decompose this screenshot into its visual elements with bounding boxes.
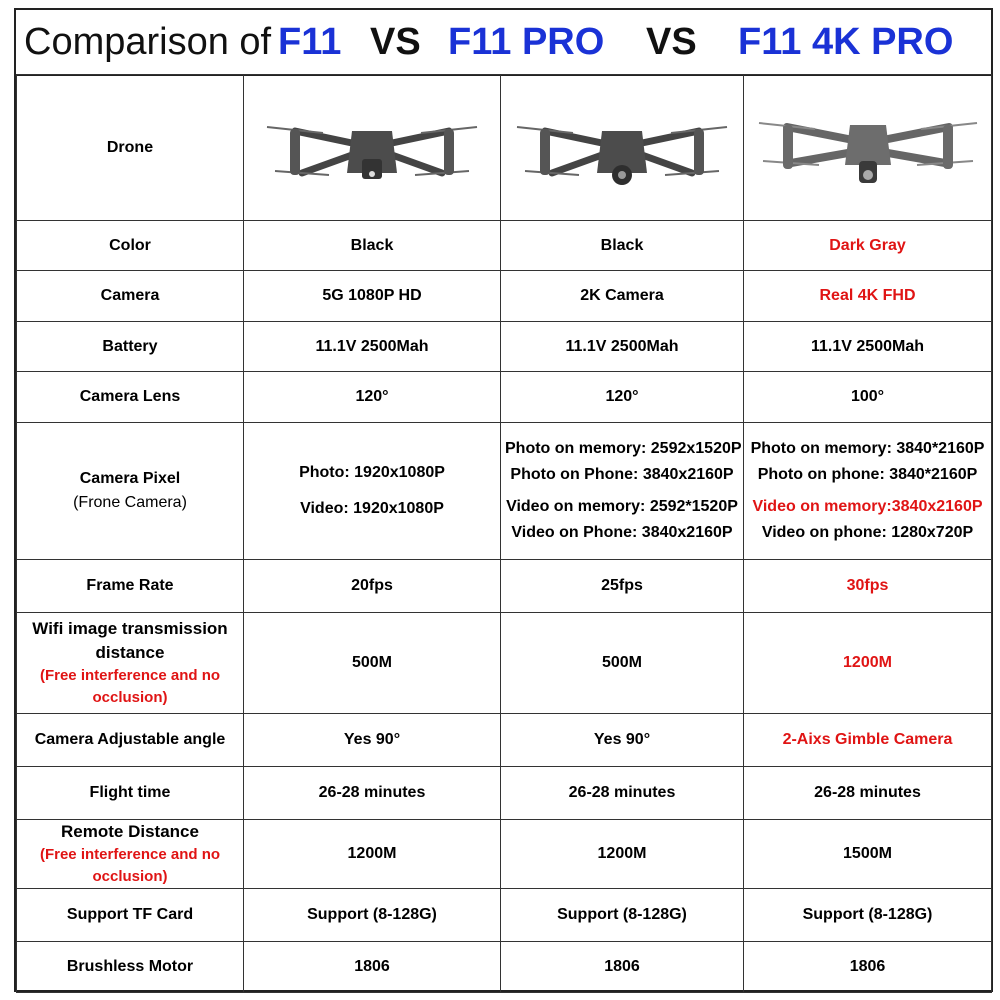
pixel-f11-pro-photo-memory: Photo on memory: 2592x1520P [505, 440, 742, 457]
row-drone [17, 75, 992, 221]
label-remote-note2: occlusion) [92, 868, 168, 885]
label-remote-line1: Remote Distance [61, 822, 199, 841]
label-tf-card: Support TF Card [17, 889, 244, 942]
label-pixel-line1: Camera Pixel [79, 470, 181, 487]
pixel-f11-photo: Photo: 1920x1080P [299, 464, 445, 481]
label-camera: Camera [17, 271, 244, 322]
cell-battery-f11-pro: 11.1V 2500Mah [501, 322, 744, 372]
pixel-f11-4k-pro-photo-phone: Photo on phone: 3840*2160P [757, 466, 978, 483]
title-model-f11-pro: F11 PRO [448, 21, 605, 63]
label-color: Color [17, 221, 244, 271]
row-camera [17, 271, 992, 322]
title-prefix: Comparison of [24, 21, 272, 63]
cell-color-f11: Black [244, 221, 501, 271]
cell-angle-f11-pro: Yes 90° [501, 714, 744, 767]
pixel-f11-4k-pro-photo-memory: Photo on memory: 3840*2160P [750, 440, 985, 457]
cell-wifi-f11-4k-pro: 1200M [744, 613, 992, 714]
label-remote [17, 820, 244, 889]
cell-motor-f11-4k-pro: 1806 [744, 942, 992, 993]
cell-lens-f11-pro: 120° [501, 372, 744, 423]
cell-wifi-f11: 500M [244, 613, 501, 714]
label-wifi-line1: Wifi image transmission [32, 619, 228, 638]
row-angle [17, 714, 992, 767]
drone-image-f11 [244, 75, 501, 221]
cell-lens-f11: 120° [244, 372, 501, 423]
cell-camera-f11: 5G 1080P HD [244, 271, 501, 322]
label-frame-rate: Frame Rate [17, 560, 244, 613]
row-color [17, 221, 992, 271]
drone-f11-icon [257, 103, 487, 193]
cell-frame-f11-4k-pro: 30fps [744, 560, 992, 613]
label-wifi-note2: occlusion) [92, 689, 168, 706]
row-flight-time [17, 767, 992, 820]
title-model-f11-4k-pro: F11 4K PRO [738, 21, 954, 63]
cell-frame-f11: 20fps [244, 560, 501, 613]
cell-tf-f11: Support (8-128G) [244, 889, 501, 942]
cell-motor-f11: 1806 [244, 942, 501, 993]
cell-angle-f11-4k-pro: 2-Aixs Gimble Camera [744, 714, 992, 767]
row-tf-card [17, 889, 992, 942]
cell-flight-f11: 26-28 minutes [244, 767, 501, 820]
pixel-f11-pro-photo-phone: Photo on Phone: 3840x2160P [510, 466, 734, 483]
row-lens [17, 372, 992, 423]
cell-camera-f11-4k-pro: Real 4K FHD [744, 271, 992, 322]
cell-color-f11-4k-pro: Dark Gray [744, 221, 992, 271]
comparison-sheet [14, 8, 993, 992]
comparison-table [16, 74, 992, 993]
label-pixel [17, 423, 244, 560]
cell-frame-f11-pro: 25fps [501, 560, 744, 613]
label-drone: Drone [17, 75, 244, 221]
cell-flight-f11-4k-pro: 26-28 minutes [744, 767, 992, 820]
cell-motor-f11-pro: 1806 [501, 942, 744, 993]
pixel-f11-video: Video: 1920x1080P [300, 500, 444, 517]
drone-f11-pro-icon [507, 103, 737, 193]
pixel-f11-pro-video-phone: Video on Phone: 3840x2160P [511, 524, 733, 541]
label-angle: Camera Adjustable angle [17, 714, 244, 767]
cell-tf-f11-4k-pro: Support (8-128G) [744, 889, 992, 942]
row-motor [17, 942, 992, 993]
title-bar [16, 10, 991, 76]
row-pixel [17, 423, 992, 560]
row-remote [17, 820, 992, 889]
label-pixel-line2: (Frone Camera) [73, 494, 187, 511]
cell-pixel-f11-pro [501, 423, 744, 560]
label-remote-note1: (Free interference and no [39, 846, 221, 863]
row-frame-rate [17, 560, 992, 613]
row-wifi [17, 613, 992, 714]
cell-flight-f11-pro: 26-28 minutes [501, 767, 744, 820]
cell-remote-f11-4k-pro: 1500M [744, 820, 992, 889]
cell-pixel-f11-4k-pro [744, 423, 992, 560]
label-wifi-note1: (Free interference and no [39, 667, 221, 684]
cell-camera-f11-pro: 2K Camera [501, 271, 744, 322]
pixel-f11-4k-pro-video-memory: Video on memory:3840x2160P [752, 498, 983, 515]
title-vs-2: VS [646, 21, 697, 63]
cell-remote-f11: 1200M [244, 820, 501, 889]
cell-tf-f11-pro: Support (8-128G) [501, 889, 744, 942]
title-vs-1: VS [370, 21, 421, 63]
cell-lens-f11-4k-pro: 100° [744, 372, 992, 423]
label-flight-time: Flight time [17, 767, 244, 820]
label-wifi-line2: distance [95, 643, 165, 662]
row-battery [17, 322, 992, 372]
cell-pixel-f11 [244, 423, 501, 560]
cell-wifi-f11-pro: 500M [501, 613, 744, 714]
drone-image-f11-4k-pro [744, 75, 992, 221]
cell-battery-f11-4k-pro: 11.1V 2500Mah [744, 322, 992, 372]
drone-image-f11-pro [501, 75, 744, 221]
cell-battery-f11: 11.1V 2500Mah [244, 322, 501, 372]
label-wifi [17, 613, 244, 714]
cell-color-f11-pro: Black [501, 221, 744, 271]
cell-angle-f11: Yes 90° [244, 714, 501, 767]
title-model-f11: F11 [278, 21, 342, 63]
pixel-f11-pro-video-memory: Video on memory: 2592*1520P [506, 498, 738, 515]
label-battery: Battery [17, 322, 244, 372]
pixel-f11-4k-pro-video-phone: Video on phone: 1280x720P [761, 524, 974, 541]
cell-remote-f11-pro: 1200M [501, 820, 744, 889]
label-motor: Brushless Motor [17, 942, 244, 993]
label-lens: Camera Lens [17, 372, 244, 423]
drone-f11-4k-pro-icon [753, 103, 983, 193]
